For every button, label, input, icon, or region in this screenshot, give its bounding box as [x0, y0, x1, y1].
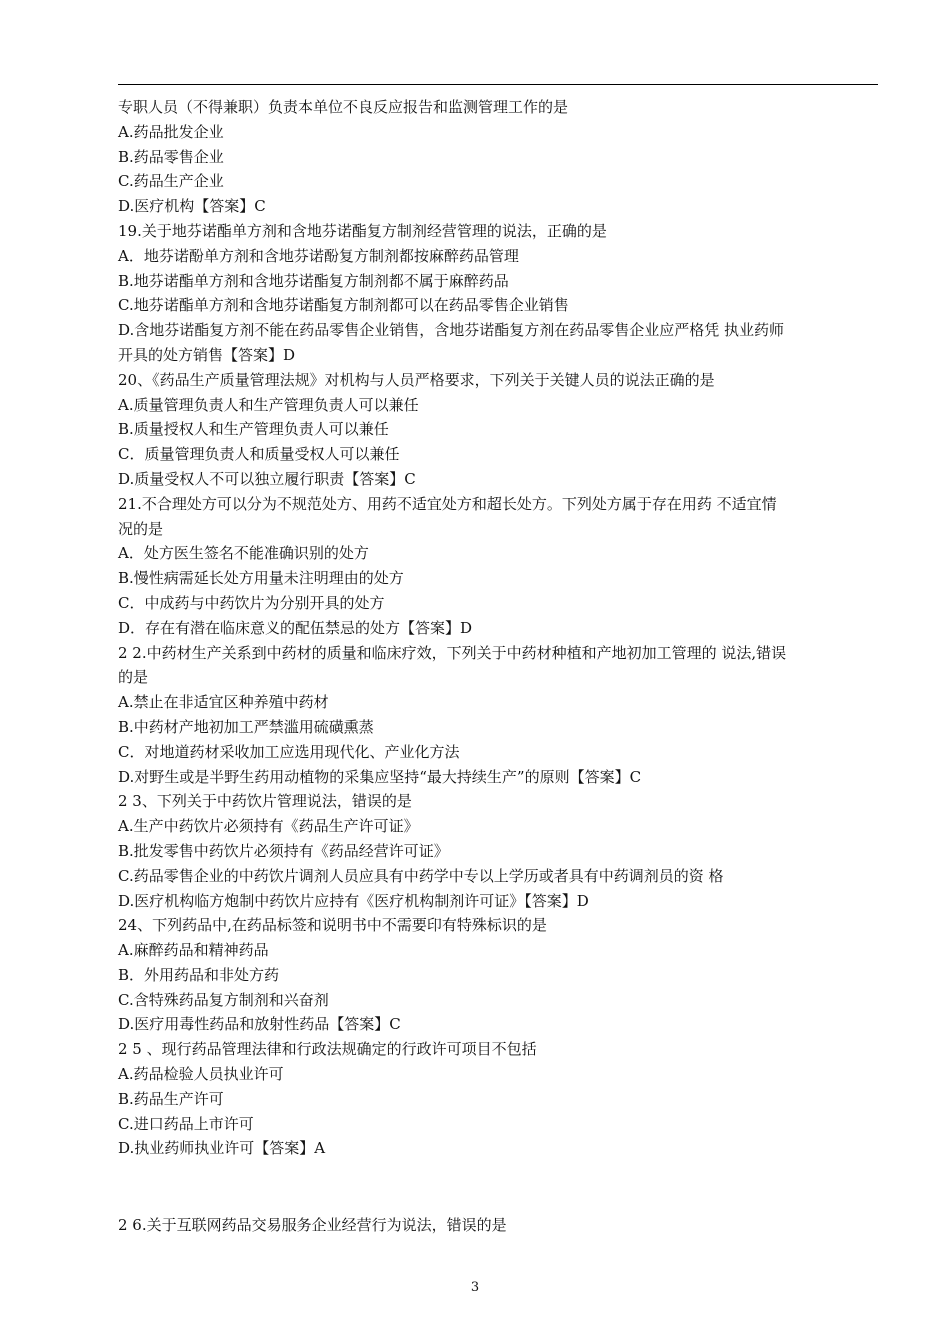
text-line: 开具的处方销售【答案】D [118, 345, 296, 364]
text-line: D.对野生或是半野生药用动植物的采集应坚持“最大持续生产”的原则【答案】C [118, 767, 642, 786]
text-line: D.质量受权人不可以独立履行职责【答案】C [118, 469, 416, 488]
text-line: A.生产中药饮片必须持有《药品生产许可证》 [118, 817, 419, 836]
section-gap [118, 1161, 880, 1213]
text-line: B.批发零售中药饮片必须持有《药品经营许可证》 [118, 841, 449, 860]
text-line: 19.关于地芬诺酯单方剂和含地芬诺酯复方制剂经营管理的说法，正确的是 [118, 221, 607, 240]
text-line: 24、下列药品中,在药品标签和说明书中不需要印有特殊标识的是 [118, 916, 547, 935]
text-line: D.医疗机构临方炮制中药饮片应持有《医疗机构制剂许可证》【答案】D [118, 891, 589, 910]
question-block-continued [118, 1213, 880, 1238]
text-line: A.麻醉药品和精神药品 [118, 941, 269, 960]
document-body [118, 95, 880, 1238]
text-line: 21.不合理处方可以分为不规范处方、用药不适宜处方和超长处方。下列处方属于存在用药 不适宜情 [118, 494, 777, 513]
text-line: C．中成药与中药饮片为分别开具的处方 [118, 593, 385, 612]
text-line: B.药品生产许可 [118, 1089, 224, 1108]
text-line: A.禁止在非适宜区种养殖中药材 [118, 693, 329, 712]
text-line: B.质量授权人和生产管理负责人可以兼任 [118, 420, 389, 439]
question-block [118, 95, 880, 1161]
text-line: 专职人员（不得兼职）负责本单位不良反应报告和监测管理工作的是 [118, 98, 569, 116]
text-line: C．质量管理负责人和质量受权人可以兼任 [118, 445, 400, 464]
text-line: A.药品批发企业 [118, 122, 224, 141]
text-line: C．对地道药材采收加工应选用现代化、产业化方法 [118, 742, 460, 761]
text-line: 2 2.中药材生产关系到中药材的质量和临床疗效，下列关于中药材种植和产地初加工管理的 说法,错误 [118, 643, 787, 662]
text-line: D.医疗机构【答案】C [118, 197, 266, 216]
text-line: A．地芬诺酚单方剂和含地芬诺酚复方制剂都按麻醉药品管理 [118, 246, 519, 265]
text-line: 的是 [118, 668, 149, 687]
text-line: D.医疗用毒性药品和放射性药品【答案】C [118, 1015, 401, 1034]
text-line: B.慢性病需延长处方用量未注明理由的处方 [118, 569, 404, 588]
text-line: B.地芬诺酯单方剂和含地芬诺酯复方制剂都不属于麻醉药品 [118, 271, 509, 290]
text-line: A.药品检验人员执业许可 [118, 1065, 284, 1084]
text-line: C.地芬诺酯单方剂和含地芬诺酯复方制剂都可以在药品零售企业销售 [118, 296, 569, 315]
text-line: 2 6.关于互联网药品交易服务企业经营行为说法，错误的是 [118, 1216, 507, 1235]
text-line: C.进口药品上市许可 [118, 1114, 254, 1133]
text-line: 2 5 、现行药品管理法律和行政法规确定的行政许可项目不包括 [118, 1040, 537, 1059]
text-line: 况的是 [118, 519, 164, 538]
text-line: C.药品生产企业 [118, 172, 224, 191]
text-line: C.含特殊药品复方制剂和兴奋剂 [118, 990, 329, 1009]
text-line: 2 3、下列关于中药饮片管理说法，错误的是 [118, 792, 412, 811]
text-line: B.中药材产地初加工严禁滥用硫磺熏蒸 [118, 717, 374, 736]
text-line: B．外用药品和非处方药 [118, 965, 280, 984]
page-number: 3 [470, 1280, 480, 1295]
text-line: A.质量管理负责人和生产管理负责人可以兼任 [118, 395, 419, 414]
text-line: 20、《药品生产质量管理法规》对机构与人员严格要求，下列关于关键人员的说法正确的是 [118, 370, 715, 389]
text-line: B.药品零售企业 [118, 147, 224, 166]
text-line: D．存在有潜在临床意义的配伍禁忌的处方【答案】D [118, 618, 473, 637]
text-line: C.药品零售企业的中药饮片调剂人员应具有中药学中专以上学历或者具有中药调剂员的资 格 [118, 866, 724, 885]
header-rule [118, 84, 878, 85]
text-line: A．处方医生签名不能准确识别的处方 [118, 544, 369, 563]
text-line: D.执业药师执业许可【答案】A [118, 1139, 326, 1158]
text-line: D.含地芬诺酯复方剂不能在药品零售企业销售，含地芬诺酯复方剂在药品零售企业应严格凭 执业药师 [118, 321, 785, 340]
